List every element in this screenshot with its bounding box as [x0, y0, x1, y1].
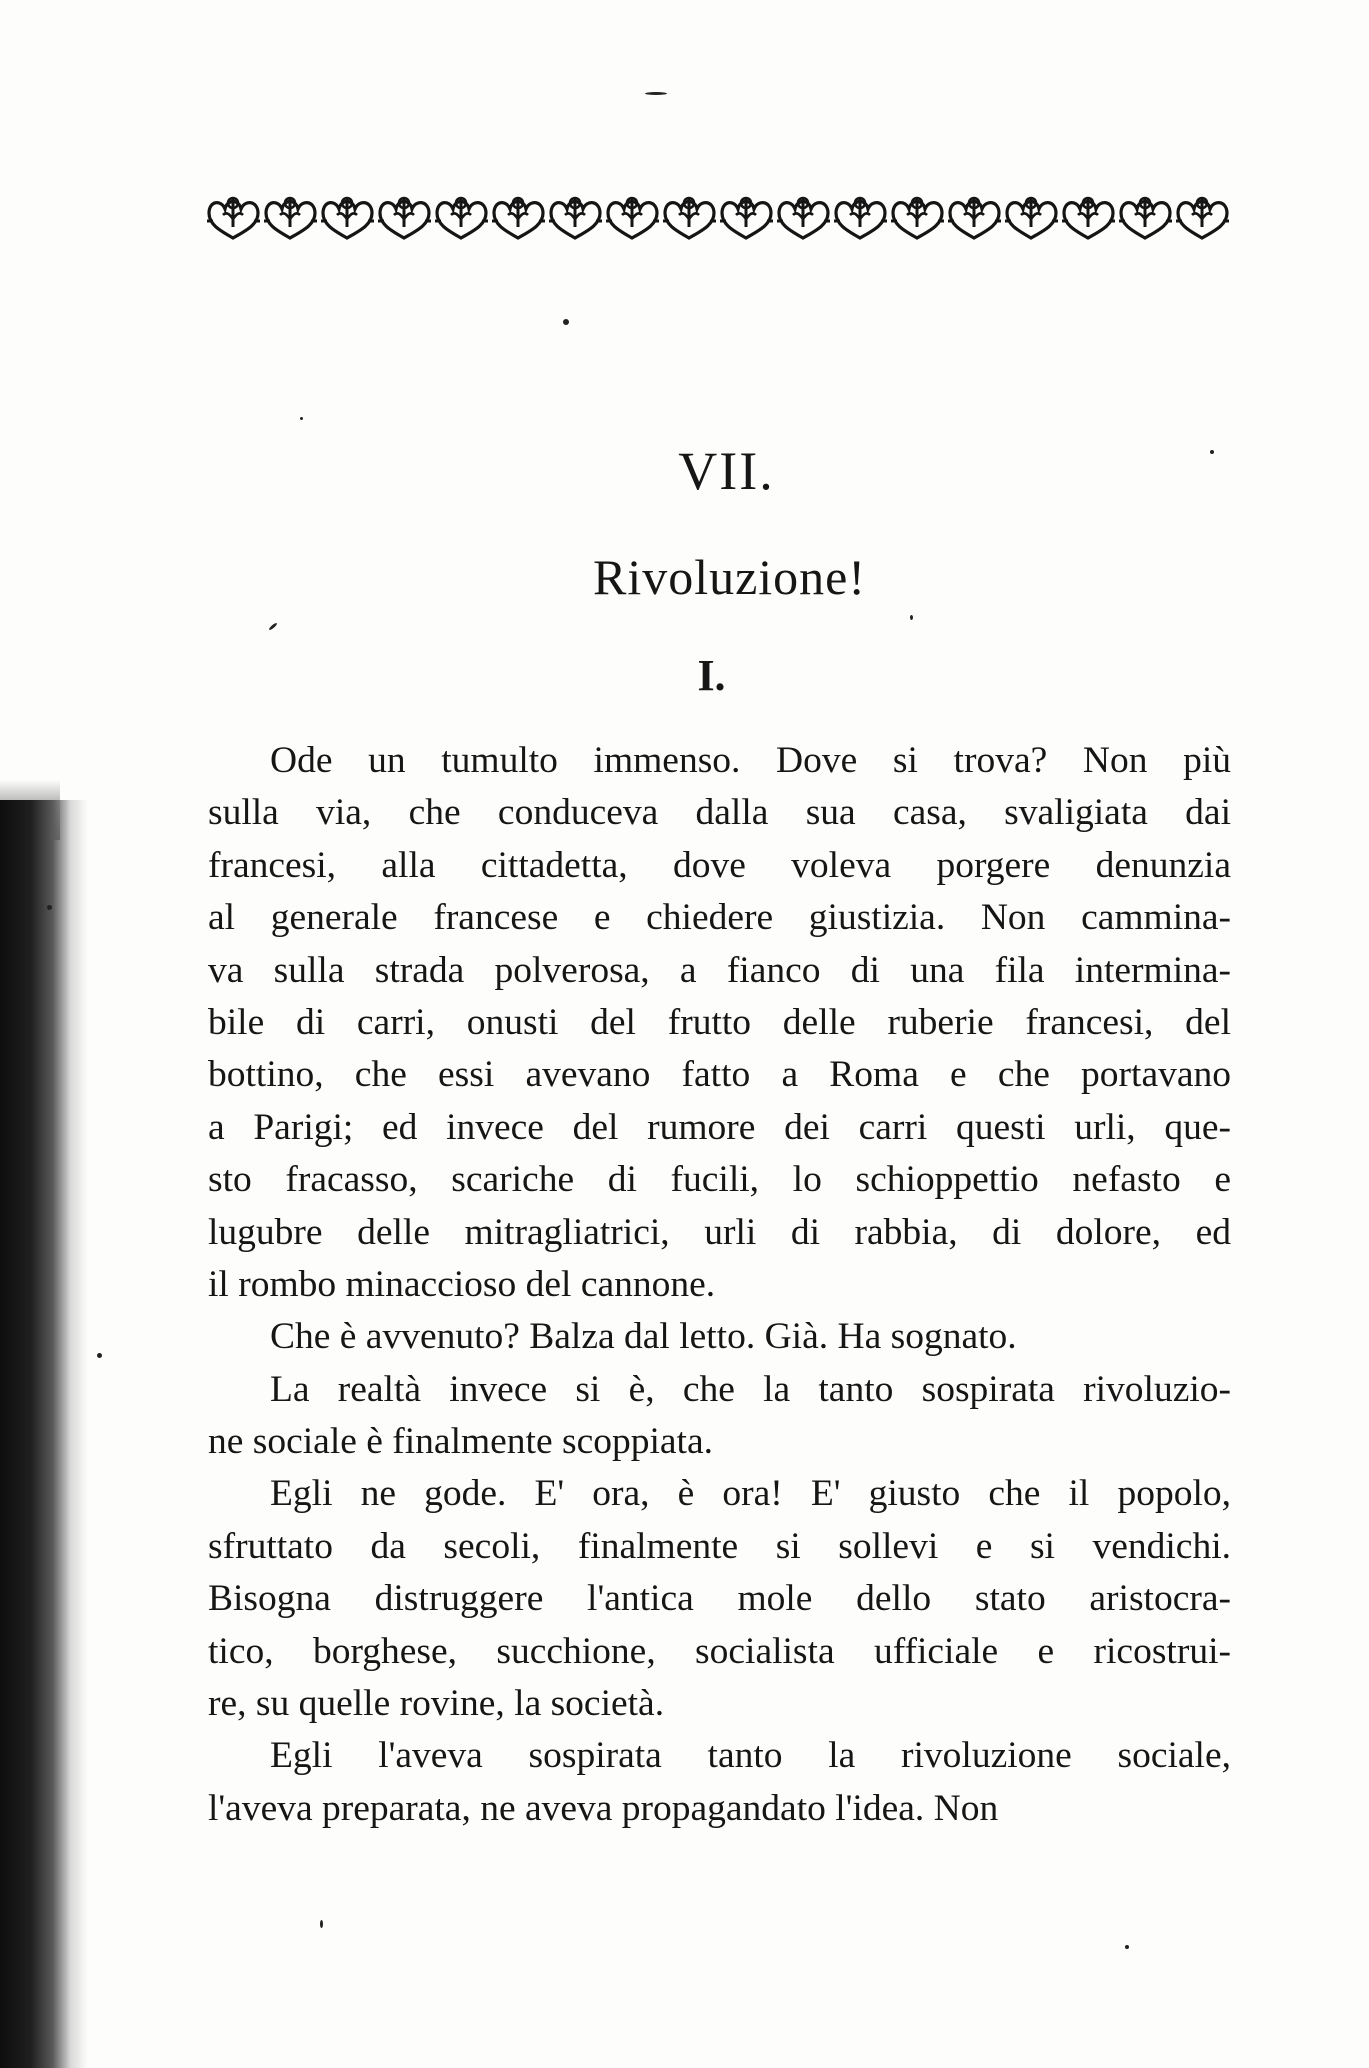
heart-flower-icon [376, 191, 433, 241]
print-speck [563, 319, 569, 325]
text-line: La realtà invece si è, che la tanto sospirata rivoluzio- [270, 1368, 1231, 1410]
chapter-body-text [208, 735, 1231, 1835]
text-line: va sulla strada polverosa, a fianco di una fila intermina- [208, 949, 1231, 991]
heart-flower-icon [889, 191, 946, 241]
text-line: Egli ne gode. E' ora, è ora! E' giusto che il popolo, [270, 1473, 1231, 1515]
text-line: a Parigi; ed invece del rumore dei carri questi urli, que- [208, 1106, 1231, 1148]
text-line: l'aveva preparata, ne aveva propagandato l'idea. Non [208, 1787, 999, 1829]
text-line: il rombo minaccioso del cannone. [208, 1263, 716, 1305]
heart-flower-icon [1003, 191, 1060, 241]
section-number [0, 650, 1369, 701]
heart-flower-icon [1060, 191, 1117, 241]
chapter-number-text: VII. [678, 441, 775, 501]
text-line: lugubre delle mitragliatrici, urli di rabbia, di dolore, ed [208, 1211, 1231, 1253]
heart-flower-icon [1117, 191, 1174, 241]
print-speck [268, 622, 278, 631]
heart-flower-icon [433, 191, 490, 241]
text-line: Che è avvenuto? Balza dal letto. Già. Ha sognato. [270, 1316, 1017, 1358]
section-number-text: I. [697, 651, 726, 700]
page-edge-shadow [0, 800, 88, 2068]
heart-flower-icon [604, 191, 661, 241]
heart-flower-icon [205, 191, 262, 241]
heart-flower-icon [547, 191, 604, 241]
print-speck [1125, 1945, 1129, 1949]
decorative-border-ornament [205, 190, 1228, 242]
text-line: sto fracasso, scariche di fucili, lo schioppettio nefasto e [208, 1159, 1231, 1201]
text-line: ne sociale è finalmente scoppiata. [208, 1421, 713, 1463]
print-speck [97, 1353, 102, 1358]
heart-flower-icon [832, 191, 889, 241]
heart-flower-icon [946, 191, 1003, 241]
print-speck [47, 905, 52, 910]
print-speck [300, 417, 303, 420]
print-speck [1210, 450, 1214, 454]
print-speck [645, 92, 667, 95]
text-line: al generale francese e chiedere giustizia. Non cammina- [208, 897, 1231, 939]
chapter-title [0, 548, 1369, 606]
text-line: Ode un tumulto immenso. Dove si trova? Non più [270, 740, 1231, 781]
text-line: sulla via, che conduceva dalla sua casa, svaligiata dai [208, 792, 1231, 834]
print-speck [910, 615, 913, 620]
text-line: bottino, che essi avevano fatto a Roma e che portavano [208, 1054, 1231, 1096]
heart-flower-icon [262, 191, 319, 241]
heart-flower-icon [718, 191, 775, 241]
text-line: francesi, alla cittadetta, dove voleva porgere denunzia [208, 844, 1231, 886]
text-line: Bisogna distruggere l'antica mole dello stato aristocra- [208, 1578, 1231, 1620]
text-line: Egli l'aveva sospirata tanto la rivoluzione sociale, [270, 1735, 1231, 1777]
heart-flower-icon [1174, 191, 1231, 241]
heart-flower-icon [490, 191, 547, 241]
text-line: sfruttato da secoli, finalmente si sollevi e si vendichi. [208, 1525, 1231, 1567]
chapter-title-text: Rivoluzione! [592, 549, 867, 605]
heart-flower-icon [319, 191, 376, 241]
text-line: bile di carri, onusti del frutto delle ruberie francesi, del [208, 1001, 1231, 1043]
text-line: re, su quelle rovine, la società. [208, 1683, 665, 1725]
chapter-number [0, 440, 1369, 502]
text-line: tico, borghese, succhione, socialista ufficiale e ricostrui- [208, 1630, 1231, 1672]
heart-flower-icon [775, 191, 832, 241]
print-speck [320, 1920, 323, 1928]
heart-flower-icon [661, 191, 718, 241]
